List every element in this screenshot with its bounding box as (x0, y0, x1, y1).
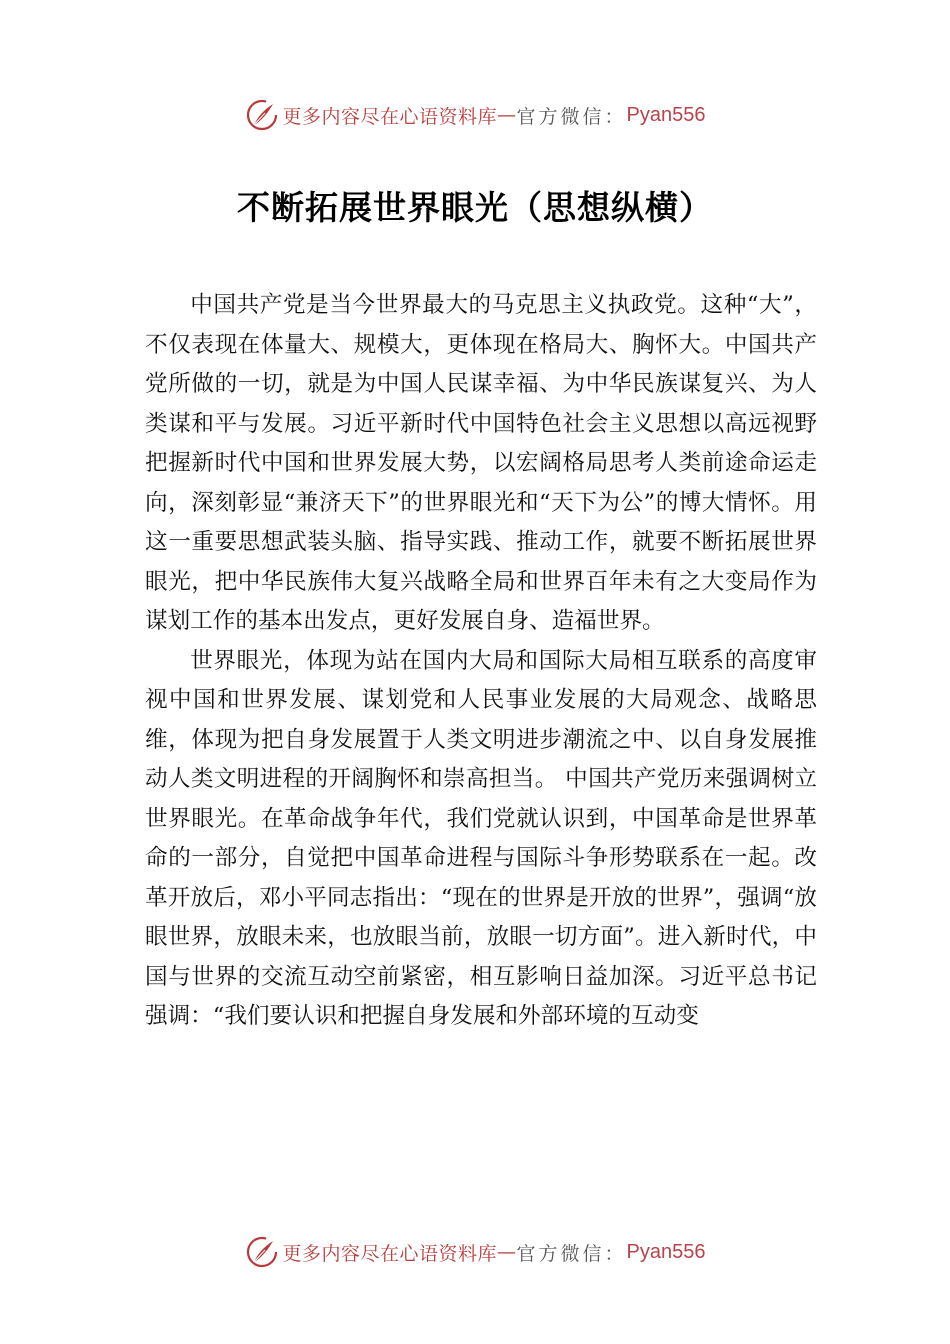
brand-text: 更多内容尽在心语资料库 (282, 105, 498, 128)
wechat-label: 官方微信： (516, 1242, 627, 1265)
wechat-id: Pyan556 (626, 1240, 706, 1263)
footer-watermark (0, 1232, 950, 1272)
article-body (145, 286, 817, 1037)
wechat-id: Pyan556 (626, 103, 706, 126)
brand-text: 更多内容尽在心语资料库 (282, 1242, 498, 1265)
paragraph-2: 世界眼光，体现为站在国内大局和国际大局相互联系的高度审视中国和世界发展、谋划党和人民事业发展的大局观念、战略思维，体现为把自身发展置于人类文明进步潮流之中、以自身发展推动人类文明进程的开阔胸怀和崇高担当。 中国共产党历来强调树立世界眼光。在革命战争年代，我们党就认识到，中国革命是世界革命的一部分，自觉把中国革命进程与国际斗争形势联系在一起。改革开放后，邓小平同志指出：“现在的世界是开放的世界”，强调“放眼世界，放眼未来，也放眼当前，放眼一切方面”。进入新时代，中国与世界的交流互动空前紧密，相互影响日益加深。习近平总书记强调：“我们要认识和把握自身发展和外部环境的互动变 (145, 647, 817, 1029)
paragraph-1: 中国共产党是当今世界最大的马克思主义执政党。这种“大”，不仅表现在体量大、规模大，更体现在格局大、胸怀大。中国共产党所做的一切，就是为中国人民谋幸福、为中华民族谋复兴、为人类谋和平与发展。习近平新时代中国特色社会主义思想以高远视野把握新时代中国和世界发展大势，以宏阔格局思考人类前途命运走向，深刻彰显“兼济天下”的世界眼光和“天下为公”的博大情怀。用这一重要思想武装头脑、指导实践、推动工作，就要不断拓展世界眼光，把中华民族伟大复兴战略全局和世界百年未有之大变局作为谋划工作的基本出发点，更好发展自身、造福世界。 (145, 292, 817, 634)
header-watermark (0, 95, 950, 135)
wechat-label: 官方微信： (516, 105, 627, 128)
quill-pen-logo-icon (245, 98, 279, 132)
brand-dash: — (497, 104, 517, 126)
article-title: 不断拓展世界眼光（思想纵横） (237, 188, 713, 227)
brand-dash: — (497, 1241, 517, 1263)
quill-pen-logo-icon (245, 1235, 279, 1269)
